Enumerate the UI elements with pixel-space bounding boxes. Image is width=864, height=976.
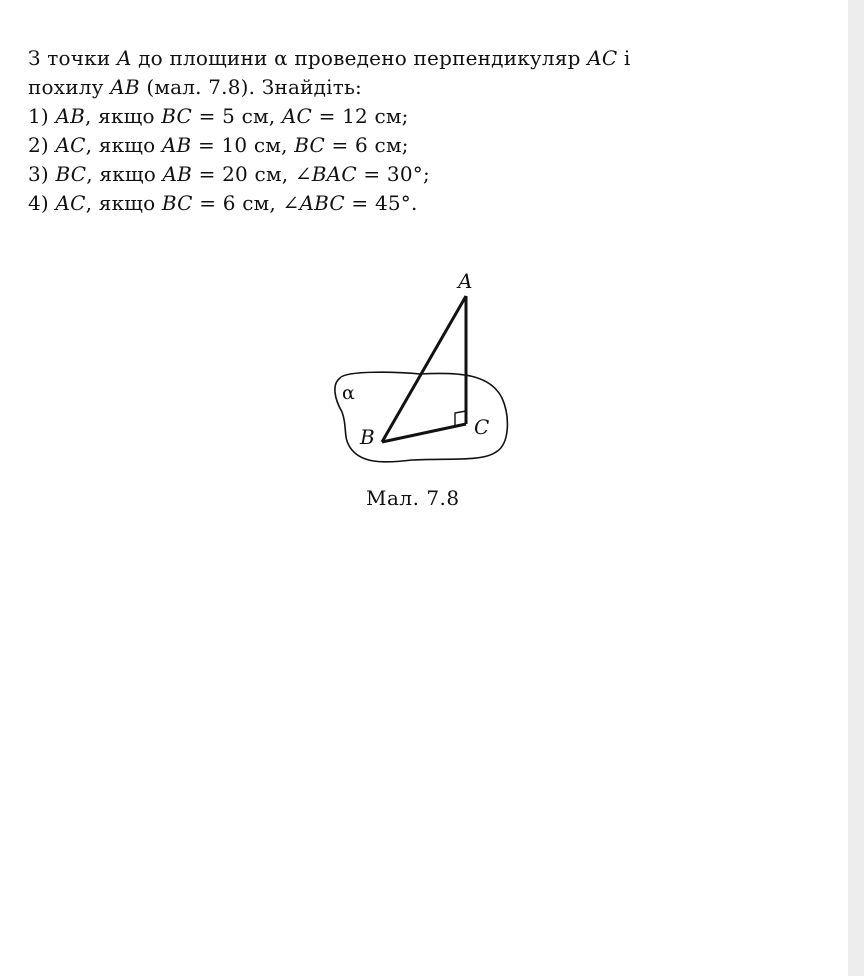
task-item-3 (28, 160, 828, 189)
task-number: 3) (28, 162, 56, 186)
text: до площини (131, 46, 275, 70)
inclined-ab (382, 296, 466, 442)
task-number: 4) (28, 191, 56, 215)
text: = 12 см; (312, 104, 409, 128)
text: = 30°; (356, 162, 430, 186)
given-2: AC (281, 104, 313, 128)
segment-ac-text: AC (587, 46, 618, 70)
given-1: BC (161, 104, 193, 128)
text: , якщо (85, 133, 162, 157)
projection-bc (382, 424, 466, 442)
text: і (617, 46, 631, 70)
text: проведено перпендикуляр (287, 46, 588, 70)
task-target: AB (55, 104, 86, 128)
text: (мал. 7.8). Знайдіть: (139, 75, 362, 99)
text: , якщо (85, 191, 162, 215)
text: = 5 см, (192, 104, 282, 128)
task-item-2 (28, 131, 828, 160)
text: = 6 см, (192, 191, 283, 215)
given-1: BC (161, 191, 193, 215)
task-number: 1) (28, 104, 56, 128)
text: , якщо (86, 162, 163, 186)
segment-ab-text: AB (110, 75, 140, 99)
plane-alpha-text: α (274, 46, 288, 70)
given-2: ∠BAC (294, 162, 357, 186)
given-2: ∠ABC (282, 191, 345, 215)
text: = 6 см; (324, 133, 409, 157)
text: = 10 см, (191, 133, 295, 157)
text: З точки (28, 46, 117, 70)
label-point-a: A (458, 269, 473, 293)
task-target: AC (55, 191, 86, 215)
label-point-b: B (360, 425, 375, 449)
scrollbar-track[interactable] (848, 0, 864, 976)
task-target: BC (55, 162, 87, 186)
given-1: AB (161, 133, 192, 157)
label-point-c: C (474, 415, 490, 439)
text: = 45°. (344, 191, 418, 215)
given-1: AB (162, 162, 193, 186)
label-plane-alpha: α (342, 382, 355, 404)
geometry-figure (320, 258, 520, 478)
task-item-4 (28, 189, 828, 218)
figure-caption: Мал. 7.8 (366, 486, 460, 510)
problem-line-1 (28, 44, 828, 73)
text: = 20 см, (192, 162, 295, 186)
text: , якщо (85, 104, 162, 128)
point-a-text: A (116, 46, 132, 70)
task-item-1 (28, 102, 828, 131)
given-2: BC (294, 133, 325, 157)
problem-line-2 (28, 73, 828, 102)
task-number: 2) (28, 133, 56, 157)
task-target: AC (55, 133, 86, 157)
text: похилу (28, 75, 111, 99)
problem-statement (28, 44, 828, 218)
